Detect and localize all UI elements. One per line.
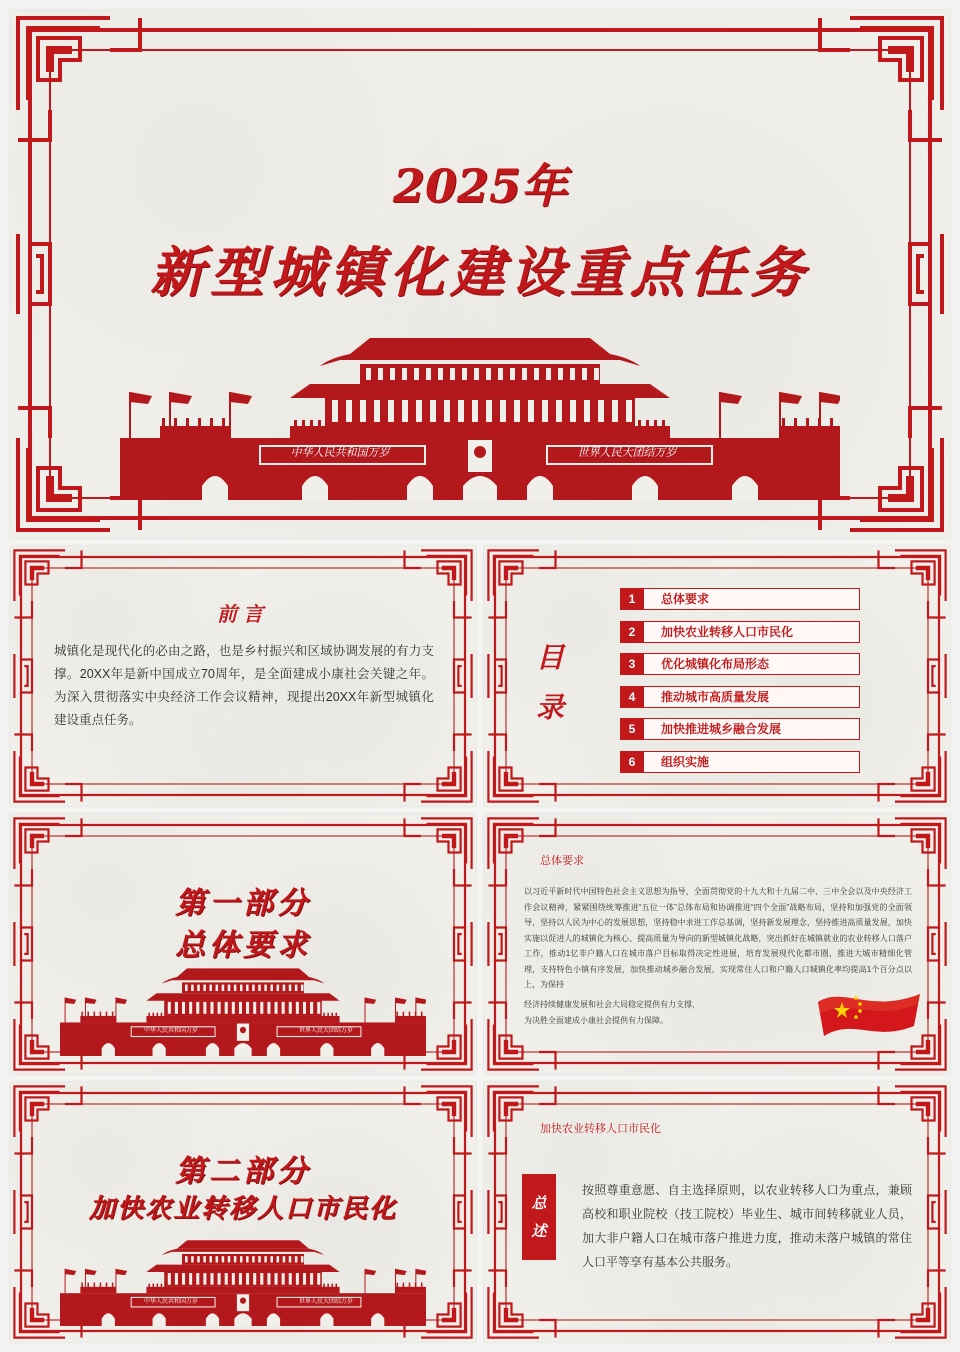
preface-heading: 前言 (217, 602, 269, 626)
toc-item[interactable] (620, 653, 860, 675)
toc-slide[interactable] (484, 546, 950, 806)
preface-slide[interactable] (10, 546, 476, 806)
detail1-slide[interactable] (484, 814, 950, 1074)
gate-banner-right: 世界人民大团结万岁 (577, 446, 677, 459)
gate-banner-right: 世界人民大团结万岁 (298, 1298, 353, 1305)
cover-year: 2025年 (392, 159, 568, 213)
toc-item-label: 组织实施 (661, 754, 710, 769)
part2-slide[interactable] (10, 1082, 476, 1342)
toc-item[interactable] (620, 751, 860, 773)
gate-banner-right: 世界人民大团结万岁 (298, 1027, 353, 1034)
toc-item-label: 优化城镇化布局形态 (661, 657, 770, 671)
part1-line2: 总体要求 (175, 928, 311, 963)
gate-banner-left: 中华人民共和国万岁 (143, 1298, 198, 1305)
tiananmen-silhouette (60, 1236, 426, 1326)
toc-item[interactable] (620, 588, 860, 610)
summary-tag (522, 1174, 556, 1260)
toc-item[interactable] (620, 718, 860, 740)
toc-item-label: 加快农业转移人口市民化 (661, 624, 794, 639)
detail1-paragraph-2: 经济持续健康发展和社会大局稳定提供有力支撑， (524, 1000, 700, 1009)
detail1-heading: 总体要求 (540, 855, 584, 867)
detail2-body: 按照尊重意愿、自主选择原则，以农业转移人口为重点，兼顾高校和职业院校（技工院校）毕业生、城市间转移就业人员，加大非户籍人口在城市落户推进力度，推动未落户城镇的常住人口平等享有基本公共服务。 (582, 1183, 912, 1269)
detail2-slide[interactable] (484, 1082, 950, 1342)
toc-heading-1: 目 (536, 641, 565, 674)
flag-image (814, 984, 924, 1044)
toc-item-label: 加快推进城乡融合发展 (661, 722, 782, 736)
cover-title: 新型城镇化建设重点任务 (150, 240, 810, 304)
detail1-paragraph: 以习近平新时代中国特色社会主义思想为指导，全面贯彻党的十九大和十九届二中、三中全会以及中央经济工作会议精神，紧紧围绕统筹推进“五位一体”总体布局和协调推进“四个全面”战略布局，坚持和加强党的全面领导，坚持以人民为中心的发展思想，坚持稳中求进工作总基调，坚持新发展理念，坚持推进高质量发展，加快实施以促进人的城镇化为核心、提高质量为导向的新型城镇化战略，突出抓好在城镇就业的农业转移人口落户工作，推动1亿非户籍人口在城市落户目标取得决定性进展，培育发展现代化都市圈，推进大城市精细化管理，支持特色小镇有序发展，加快推动城乡融合发展，实现常住人口和户籍人口城镇化率均提高1个百分点以上，为保持 (524, 887, 912, 989)
toc-item-number: 5 (620, 718, 644, 740)
toc-item[interactable] (620, 621, 860, 643)
detail1-paragraph-3: 为决胜全面建成小康社会提供有力保障。 (524, 1016, 668, 1025)
tiananmen-silhouette (120, 330, 840, 500)
toc-item-number: 6 (620, 751, 644, 773)
tiananmen-silhouette (60, 964, 426, 1056)
cover-slide[interactable] (10, 10, 950, 538)
summary-tag-char-2: 述 (531, 1222, 547, 1240)
toc-item-number: 3 (620, 653, 644, 675)
toc-item-label: 推动城市高质量发展 (661, 689, 770, 704)
toc-item-number: 1 (620, 588, 644, 610)
toc-item-number: 4 (620, 686, 644, 708)
toc-item-number: 2 (620, 621, 644, 643)
part2-line1: 第二部分 (175, 1154, 311, 1189)
preface-body: 城镇化是现代化的必由之路，也是乡村振兴和区域协调发展的有力支撑。20XX年是新中国成立70周年，是全面建成小康社会关键之年。为深入贯彻落实中央经济工作会议精神，现提出20XX年新型城镇化建设重点任务。 (54, 644, 434, 727)
part2-line2: 加快农业转移人口市民化 (88, 1194, 397, 1224)
part1-slide[interactable] (10, 814, 476, 1074)
gate-banner-left: 中华人民共和国万岁 (290, 446, 390, 459)
toc-item[interactable] (620, 686, 860, 708)
toc-item-label: 总体要求 (661, 592, 710, 606)
part1-line1: 第一部分 (175, 886, 311, 921)
toc-heading-2: 录 (536, 691, 565, 724)
summary-tag-char-1: 总 (531, 1194, 547, 1212)
detail2-heading: 加快农业转移人口市民化 (540, 1123, 661, 1135)
gate-banner-left: 中华人民共和国万岁 (143, 1027, 198, 1034)
